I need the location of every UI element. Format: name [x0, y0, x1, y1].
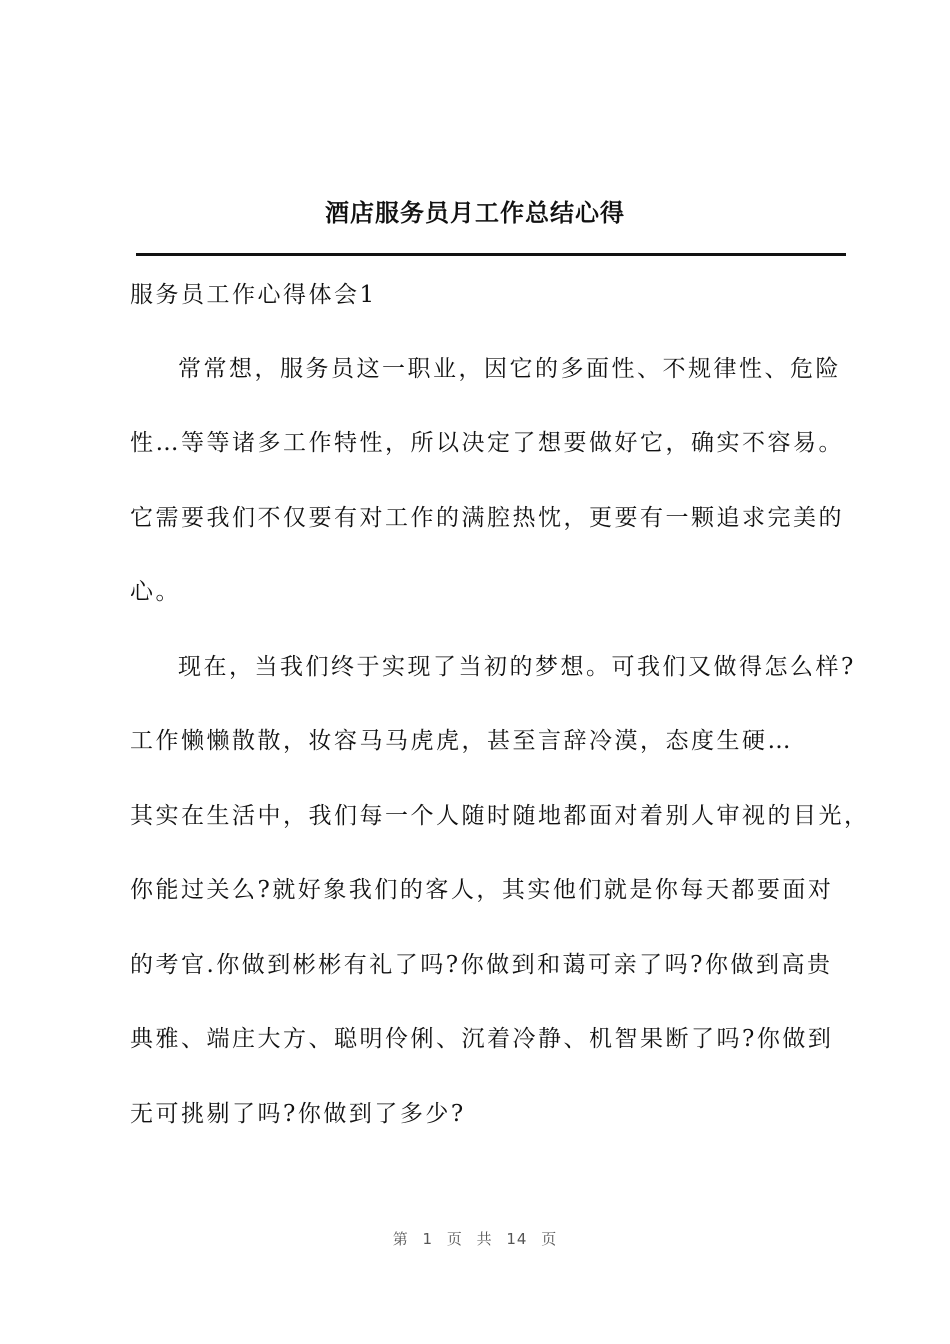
paragraph-line: 工作懒懒散散，妆容马马虎虎，甚至言辞冷漠，态度生硬… — [130, 728, 793, 754]
document-title: 酒店服务员月工作总结心得 — [325, 198, 625, 227]
paragraph-line: 性…等等诸多工作特性，所以决定了想要做好它，确实不容易。 — [130, 430, 844, 456]
paragraph-line: 你能过关么?就好象我们的客人，其实他们就是你每天都要面对 — [130, 877, 834, 903]
paragraph-line: 典雅、端庄大方、聪明伶俐、沉着冷静、机智果断了吗?你做到 — [130, 1026, 834, 1052]
paragraph-line: 现在，当我们终于实现了当初的梦想。可我们又做得怎么样? — [178, 654, 856, 680]
title-underline — [136, 253, 846, 256]
paragraph-line: 它需要我们不仅要有对工作的满腔热忱，更要有一颗追求完美的 — [130, 505, 844, 531]
section-heading: 服务员工作心得体会1 — [130, 282, 377, 308]
page-number-footer: 第 1 页 共 14 页 — [392, 1230, 558, 1248]
paragraph-line: 无可挑剔了吗?你做到了多少? — [130, 1101, 466, 1127]
paragraph-line: 其实在生活中，我们每一个人随时随地都面对着别人审视的目光， — [130, 803, 870, 829]
paragraph-line: 的考官.你做到彬彬有礼了吗?你做到和蔼可亲了吗?你做到高贵 — [130, 952, 833, 978]
paragraph-line: 常常想，服务员这一职业，因它的多面性、不规律性、危险 — [178, 356, 841, 382]
paragraph-line: 心。 — [130, 579, 181, 605]
